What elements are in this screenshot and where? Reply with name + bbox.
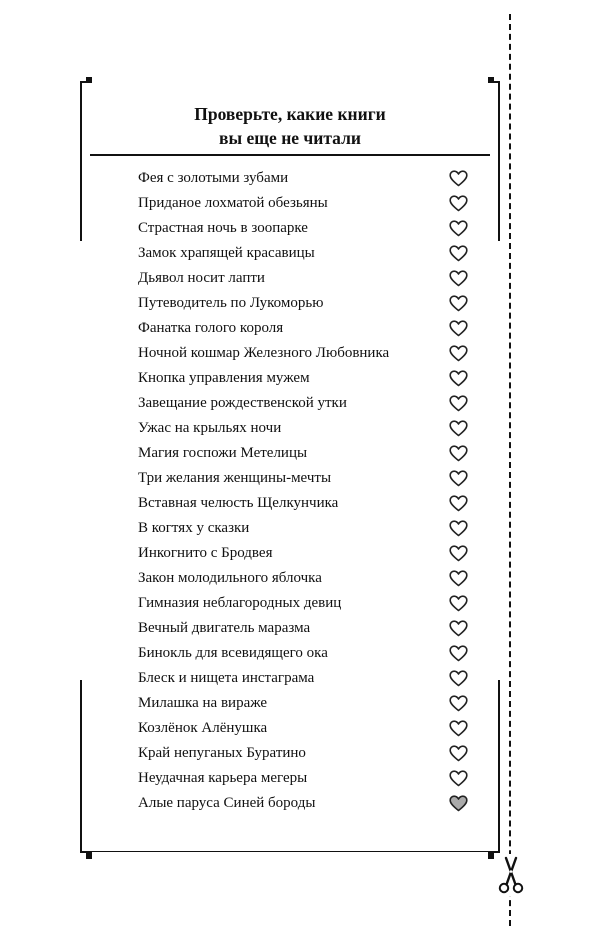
title-divider: [90, 154, 490, 156]
heart-icon[interactable]: [449, 720, 468, 737]
heart-icon[interactable]: [449, 570, 468, 587]
heart-icon[interactable]: [449, 195, 468, 212]
book-title: Блеск и нищета инстаграма: [138, 670, 315, 686]
book-title: Инкогнито с Бродвея: [138, 545, 273, 561]
cut-line: [509, 14, 511, 926]
page-title-line-1: Проверьте, какие книги: [194, 104, 386, 124]
heart-icon[interactable]: [449, 620, 468, 637]
book-item: [138, 516, 468, 541]
book-item: [138, 591, 468, 616]
book-title: Путеводитель по Лукоморью: [138, 295, 324, 311]
book-item: [138, 266, 468, 291]
book-title: Дьявол носит лапти: [138, 270, 265, 286]
heart-icon[interactable]: [449, 295, 468, 312]
book-title: Закон молодильного яблочка: [138, 570, 322, 586]
frame-corner-square: [86, 77, 92, 83]
book-title: Кнопка управления мужем: [138, 370, 310, 386]
book-item: [138, 541, 468, 566]
book-list: [138, 166, 468, 816]
frame-corner-square: [86, 853, 92, 859]
book-title: Алые паруса Синей бороды: [138, 795, 316, 811]
scissors-icon: [496, 854, 526, 896]
heart-icon[interactable]: [449, 320, 468, 337]
book-title: Ночной кошмар Железного Любовника: [138, 345, 390, 361]
book-item: [138, 766, 468, 791]
page-title: [90, 102, 490, 150]
heart-icon[interactable]: [449, 670, 468, 687]
heart-icon[interactable]: [449, 645, 468, 662]
heart-icon[interactable]: [449, 545, 468, 562]
book-item: [138, 166, 468, 191]
book-item: [138, 341, 468, 366]
book-item: [138, 716, 468, 741]
frame-corner-square: [488, 77, 494, 83]
book-title: Фанатка голого короля: [138, 320, 284, 336]
frame-top-right-v: [498, 81, 500, 241]
heart-icon[interactable]: [449, 795, 468, 812]
book-title: Вечный двигатель маразма: [138, 620, 311, 636]
book-title: В когтях у сказки: [138, 520, 250, 536]
book-title: Приданое лохматой обезьяны: [138, 195, 328, 211]
heart-icon[interactable]: [449, 520, 468, 537]
heart-icon[interactable]: [449, 420, 468, 437]
book-item: [138, 691, 468, 716]
book-item: [138, 566, 468, 591]
heart-icon[interactable]: [449, 395, 468, 412]
book-title: Козлёнок Алёнушка: [138, 720, 268, 736]
book-title: Неудачная карьера мегеры: [138, 770, 308, 786]
book-item: [138, 791, 468, 816]
book-title: Три желания женщины-мечты: [138, 470, 332, 486]
frame-corner-square: [488, 853, 494, 859]
heart-icon[interactable]: [449, 595, 468, 612]
book-item: [138, 391, 468, 416]
heart-icon[interactable]: [449, 770, 468, 787]
book-item: [138, 416, 468, 441]
book-item: [138, 241, 468, 266]
book-title: Милашка на вираже: [138, 695, 268, 711]
book-title: Страстная ночь в зоопарке: [138, 220, 308, 236]
book-title: Вставная челюсть Щелкунчика: [138, 495, 339, 511]
heart-icon[interactable]: [449, 745, 468, 762]
frame-bottom-right-v: [498, 680, 500, 852]
heart-icon[interactable]: [449, 220, 468, 237]
book-item: [138, 291, 468, 316]
book-item: [138, 666, 468, 691]
heart-icon[interactable]: [449, 370, 468, 387]
heart-icon[interactable]: [449, 270, 468, 287]
heart-icon[interactable]: [449, 495, 468, 512]
book-item: [138, 366, 468, 391]
book-title: Фея с золотыми зубами: [138, 170, 289, 186]
book-title: Край непуганых Буратино: [138, 745, 306, 761]
book-title: Гимназия неблагородных девиц: [138, 595, 342, 611]
heart-icon[interactable]: [449, 245, 468, 262]
heart-icon[interactable]: [449, 345, 468, 362]
book-item: [138, 741, 468, 766]
book-title: Замок храпящей красавицы: [138, 245, 315, 261]
heart-icon[interactable]: [449, 170, 468, 187]
book-item: [138, 466, 468, 491]
book-item: [138, 316, 468, 341]
frame-top-left-v: [80, 81, 82, 241]
frame-bottom-line: [92, 851, 488, 852]
book-item: [138, 491, 468, 516]
book-title: Бинокль для всевидящего ока: [138, 645, 328, 661]
heart-icon[interactable]: [449, 445, 468, 462]
heart-icon[interactable]: [449, 695, 468, 712]
book-title: Магия госпожи Метелицы: [138, 445, 308, 461]
book-title: Ужас на крыльях ночи: [138, 420, 282, 436]
book-item: [138, 191, 468, 216]
book-item: [138, 441, 468, 466]
heart-icon[interactable]: [449, 470, 468, 487]
book-item: [138, 216, 468, 241]
page-title-line-2: вы еще не читали: [219, 128, 361, 148]
book-item: [138, 641, 468, 666]
book-item: [138, 616, 468, 641]
book-title: Завещание рождественской утки: [138, 395, 347, 411]
frame-bottom-left-v: [80, 680, 82, 852]
